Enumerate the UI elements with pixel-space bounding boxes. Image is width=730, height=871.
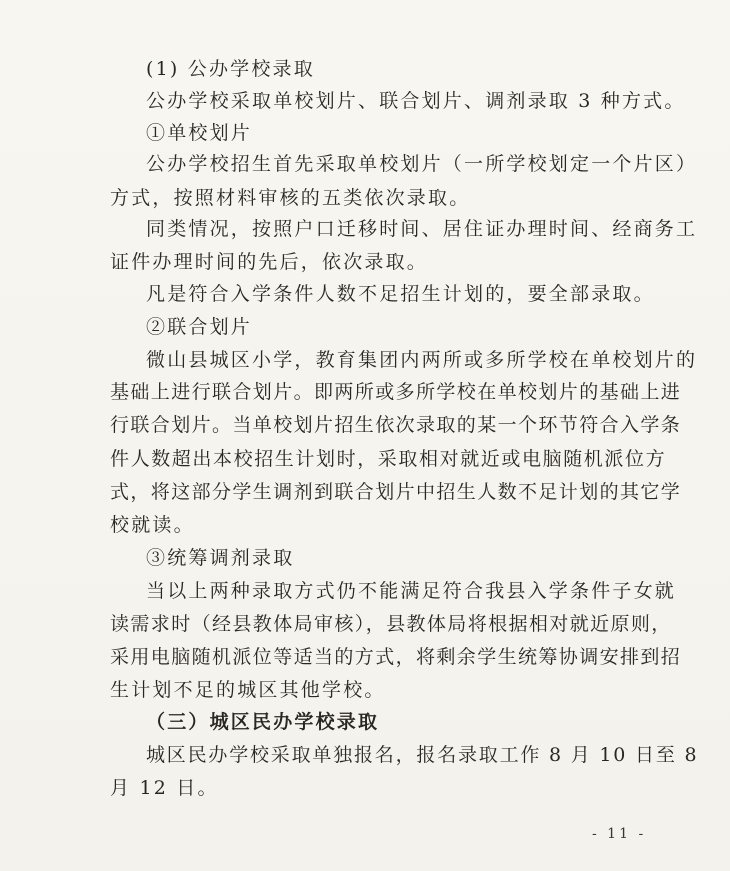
subheading-joint-zone: ②联合划片 xyxy=(146,316,253,338)
paragraph-line: 凡是符合入学条件人数不足招生计划的，要全部录取。 xyxy=(146,283,655,305)
paragraph-line: 校就读。 xyxy=(110,514,195,536)
section-heading-public: (1) 公办学校录取 xyxy=(146,58,315,80)
subheading-coordinated: ③统筹调剂录取 xyxy=(146,547,295,569)
paragraph-line: 证件办理时间的先后，依次录取。 xyxy=(110,251,429,273)
paragraph-line: 城区民办学校采取单独报名，报名录取工作 8 月 10 日至 8 xyxy=(146,744,699,766)
paragraph-line: 微山县城区小学，教育集团内两所或多所学校在单校划片的 xyxy=(146,349,698,371)
subheading-single-zone: ①单校划片 xyxy=(146,122,253,144)
paragraph-line: 公办学校采取单校划片、联合划片、调剂录取 3 种方式。 xyxy=(146,90,686,112)
paragraph-line: 行联合划片。当单校划片招生依次录取的某一个环节符合入学条 xyxy=(110,414,682,436)
section-heading-private: （三）城区民办学校录取 xyxy=(146,711,380,733)
paragraph-line: 式，将这部分学生调剂到联合划片中招生人数不足计划的其它学 xyxy=(110,481,682,503)
paragraph-line: 件人数超出本校招生计划时，采取相对就近或电脑随机派位方 xyxy=(110,448,667,470)
paragraph-line: 同类情况，按照户口迁移时间、居住证办理时间、经商务工 xyxy=(146,218,698,240)
paragraph-line: 公办学校招生首先采取单校划片（一所学校划定一个片区） xyxy=(146,153,698,175)
paragraph-line: 月 12 日。 xyxy=(110,777,219,799)
page-number: - 11 - xyxy=(592,826,647,842)
paragraph-line: 当以上两种录取方式仍不能满足符合我县入学条件子女就 xyxy=(146,580,677,602)
paragraph-line: 采用电脑随机派位等适当的方式，将剩余学生统筹协调安排到招 xyxy=(110,646,682,668)
paragraph-line: 基础上进行联合划片。即两所或多所学校在单校划片的基础上进 xyxy=(110,381,682,403)
paragraph-line: 方式，按照材料审核的五类依次录取。 xyxy=(110,187,471,209)
paragraph-line: 生计划不足的城区其他学校。 xyxy=(110,679,386,701)
paragraph-line: 读需求时（经县教体局审核），县教体局将根据相对就近原则， xyxy=(110,613,672,635)
